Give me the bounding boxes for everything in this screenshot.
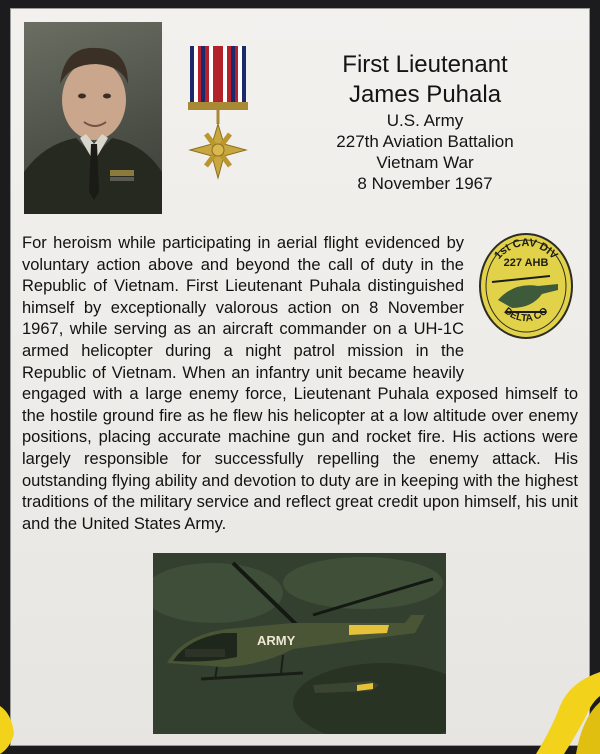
honoree-name: James Puhala bbox=[348, 81, 502, 108]
yellow-ribbon-left-icon bbox=[0, 700, 20, 754]
honoree-date: 8 November 1967 bbox=[357, 174, 493, 193]
honoree-branch: U.S. Army bbox=[386, 111, 464, 130]
patch-mid-text: 227 AHB bbox=[503, 257, 549, 269]
yellow-ribbon-right-icon bbox=[530, 672, 600, 754]
honoree-rank: First Lieutenant bbox=[342, 51, 508, 78]
citation-text: For heroism while participating in aerial flight evidenced by voluntary action above and beyond the call of duty in the Republic of Vietnam. First Lieutenant Puhala distinguished himself by exceptionally valorous action on 8 November 1967, while serving as an aircraft commander on a UH-1C armed helicopter during a night patrol mission in the Republic of Vietnam. When an infantry unit became heavily engaged with a large enemy force, Lieutenant Puhala exposed himself to the hostile ground fire as he flew his helicopter at a low altitude over enemy positions, placing accurate machine gun and rocket fire. His actions were largely responsible for successfully repelling the enemy attack. His outstanding flying ability and devotion to duty are in keeping with the highest traditions of the military service and reflect great credit upon himself, his unit and the United States Army. bbox=[22, 234, 578, 533]
patch-bottom-text: DELTA CO bbox=[501, 305, 551, 325]
citation-paragraph bbox=[22, 233, 578, 535]
honoree-war: Vietnam War bbox=[376, 153, 474, 172]
patch-top-text: 1st CAV DIV bbox=[492, 236, 560, 262]
honoree-header bbox=[300, 50, 550, 194]
honoree-unit: 227th Aviation Battalion bbox=[336, 132, 514, 151]
helicopter-marking: ARMY bbox=[257, 633, 296, 648]
helicopter-photo bbox=[153, 553, 446, 734]
patch-text-wrap-spacer bbox=[470, 233, 578, 365]
medal-icon bbox=[184, 44, 252, 194]
portrait-photo bbox=[24, 22, 162, 214]
